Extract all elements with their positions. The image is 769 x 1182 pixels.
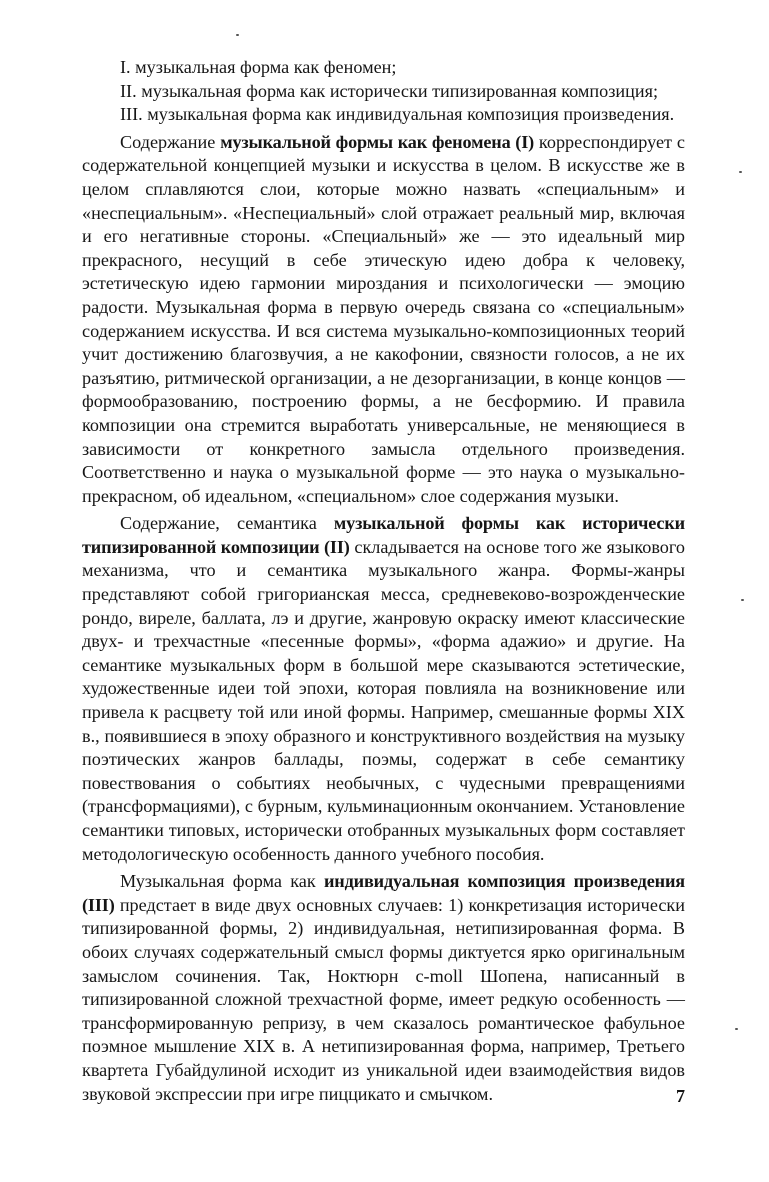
paragraph-text: предстает в виде двух основных случаев: 1) конкретизация исторически типизированной формы, 2) индивидуальная, нетипизированная форма. В обоих случаях содержательный смысл формы диктуется ярко оригинальным замыслом сочинения. Так, Ноктюрн c-moll Шопена, написанный в типизированной сложной трехчастной форме, имеет редкую особенность — трансформированную репризу, в чем сказалось романтическое фабульное поэмное мышление XIX в. А нетипизированная форма, например, Третьего квартета Губайдулиной исходит из уникальной идеи взаимодействия видов звуковой экспрессии при игре пиццикато и смычком. bbox=[82, 894, 685, 1104]
paragraph-lead: Содержание bbox=[120, 131, 221, 152]
paragraph-text: корреспондирует с содержательной концепцией музыки и искусства в целом. В искусстве же в целом сплавляются слои, которые можно назвать «специальным» и «неспециальным». «Неспециальный» слой отражает реальный мир, включая и его негативные стороны. «Специальный» же — это идеальный мир прекрасного, несущий в себе этическую идею добра к человеку, эстетическую идею гармонии мироздания и психологически — эмоцию радости. Музыкальная форма в первую очередь связана со «специальным» содержанием искусства. И вся система музыкально-композиционных теорий учит достижению благозвучия, а не какофонии, связности голосов, а не их разъятию, ритмической организации, а не дезорганизации, в конце концов — формообразованию, построению формы, а не бесформию. И правила композиции она стремится выработать универсальные, не меняющиеся в зависимости от конкретного замысла отдельного произведения. Соответственно и наука о музыкальной форме — это наука о музыкально-прекрасном, об идеальном, «специальном» слое содержания музыки. bbox=[82, 131, 685, 506]
list-item-1: I. музыкальная форма как феномен; bbox=[120, 57, 397, 77]
scan-speck bbox=[741, 599, 744, 601]
paragraph-individual-composition bbox=[82, 870, 685, 1106]
paragraph-bold-term: музыкальной формы как феномена (I) bbox=[220, 131, 535, 152]
scan-speck bbox=[735, 1028, 738, 1030]
paragraph-lead: Музыкальная форма как bbox=[120, 871, 324, 892]
list-item-2: II. музыкальная форма как исторически типизированная композиция; bbox=[120, 80, 659, 101]
paragraph-bold-term: индивидуальная композиция произведения (III) bbox=[82, 871, 685, 915]
paragraph-text: складывается на основе того же языкового механизма, что и семантика музыкального жанра. Формы-жанры представляют собой григорианская месса, средневеково-возрожденческие рондо, виреле, баллата, лэ и другие, жанровую окраску имеют классические двух- и трехчастные «песенные формы», «форма адажио» и другие. На семантике музыкальных форм в большой мере сказываются эстетические, художественные идеи той эпохи, которая повлияла на возникновение или привела к расцвету той или иной формы. Например, смешанные формы XIX в., появившиеся в эпоху образного и конструктивного воздействия на музыку поэтических жанров баллады, поэмы, содержат в себе семантику повествования о событиях необычных, с чудесными превращениями (трансформациями), с бурным, кульминационным окончанием. Установление семантики типовых, исторически отобранных музыкальных форм составляет методологическую особенность данного учебного пособия. bbox=[82, 536, 685, 864]
paragraph-form-as-phenomenon bbox=[82, 131, 685, 509]
page-number: 7 bbox=[676, 1086, 685, 1106]
paragraph-bold-term: музыкальной формы как исторически типизированной композиции (II) bbox=[82, 513, 685, 557]
list-item-3: III. музыкальная форма как индивидуальная композиция произведения. bbox=[120, 104, 675, 125]
scan-speck bbox=[236, 34, 239, 36]
document-body bbox=[82, 56, 685, 1106]
paragraph-typified-composition bbox=[82, 512, 685, 866]
paragraph-lead: Содержание, семантика bbox=[120, 513, 334, 534]
scan-speck bbox=[739, 171, 742, 173]
